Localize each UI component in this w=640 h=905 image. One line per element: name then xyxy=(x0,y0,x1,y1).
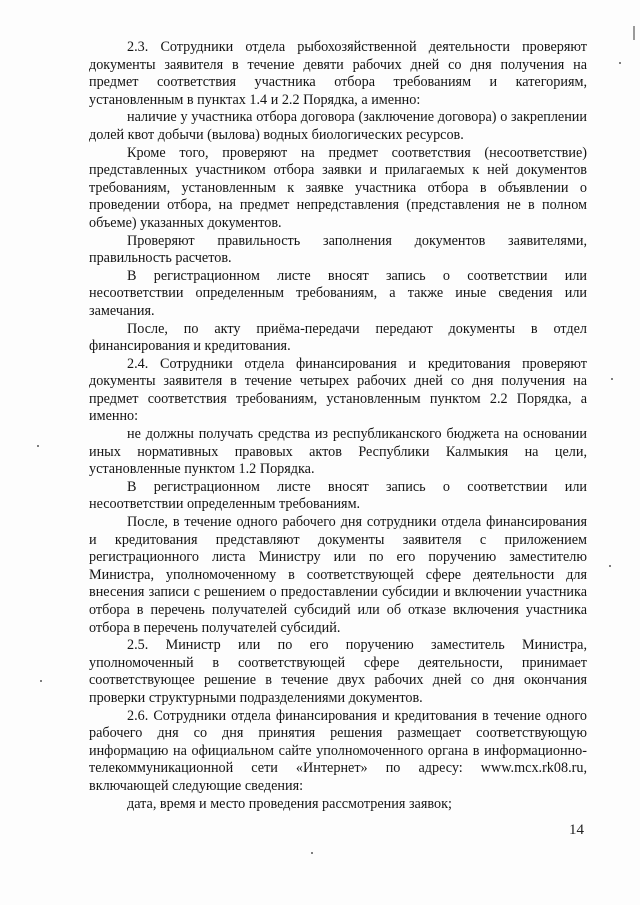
scan-speck xyxy=(619,62,621,64)
paragraph-registration-note-1: В регистрационном листе вносят запись о соответствии или несоответствии определенным требованиям, а также иные сведения или замечания. xyxy=(89,267,587,319)
paragraph-transfer-act: После, по акту приёма-передачи передают документы в отдел финансирования и кредитования. xyxy=(89,320,587,355)
paragraph-2-6: 2.6. Сотрудники отдела финансирования и кредитования в течение одного рабочего дня со дня принятия решения размещает соответствующую информацию на официальном сайте уполномоченного органа в информационно-телекоммуникационной сети «Интернет» по адресу: www.mcx.rk08.ru, включающей следующие сведения: xyxy=(89,707,587,794)
paragraph-list-item-date: дата, время и место проведения рассмотрения заявок; xyxy=(127,795,452,812)
scan-speck xyxy=(311,852,313,854)
scan-speck xyxy=(40,680,42,682)
paragraph-additional-check: Кроме того, проверяют на предмет соответствия (несоответствие) представленных участником отбора заявки и прилагаемых к ней документов требованиям, установленным к заявке участника отбора в объявлении о проведении отбора, на предмет непредставления (представления не в полном объеме) указанных документов. xyxy=(89,144,587,231)
scan-speck xyxy=(611,378,613,380)
scan-speck xyxy=(609,565,611,567)
paragraph-registration-note-2: В регистрационном листе вносят запись о соответствии или несоответствии определенным требованиям. xyxy=(89,478,587,513)
scan-speck xyxy=(37,445,39,447)
paragraph-requirement-budget: не должны получать средства из республиканского бюджета на основании иных нормативных правовых актов Республики Калмыкия на цели, установленные пунктом 1.2 Порядка. xyxy=(89,426,587,478)
paragraph-2-4: 2.4. Сотрудники отдела финансирования и кредитования проверяют документы заявителя в течение четырех рабочих дней со дня получения на предмет соответствия требованиям, установленным пунктом 2.2 Порядка, а именно: xyxy=(89,355,587,425)
paragraph-2-3: 2.3. Сотрудники отдела рыбохозяйственной деятельности проверяют документы заявителя в течение девяти рабочих дней со дня получения на предмет соответствия участника отбора требованиям и категориям, установленным в пунктах 1.4 и 2.2 Порядка, а именно: xyxy=(89,39,587,108)
paragraph-submission-minister: После, в течение одного рабочего дня сотрудники отдела финансирования и кредитования представляют документы заявителя с приложением регистрационного листа Министру или по его поручению заместителю Министра, уполномоченному в соответствующей сфере деятельности для внесения записи с решением о предоставлении субсидии и включении участника отбора в перечень получателей субсидий или об отказе включения участника отбора в перечень получателей субсидий. xyxy=(89,514,587,636)
paragraph-requirement-quota: наличие у участника отбора договора (заключение договора) о закреплении долей квот добычи (вылова) водных биологических ресурсов. xyxy=(89,109,587,143)
paragraph-2-5: 2.5. Министр или по его поручению заместитель Министра, уполномоченный в соответствующей сфере деятельности, принимает соответствующее решение в течение двух рабочих дней со дня окончания проверки структурными подразделениями документов. xyxy=(89,637,587,706)
page-number: 14 xyxy=(569,822,584,838)
scan-edge-mark xyxy=(633,26,635,40)
document-body xyxy=(89,39,587,813)
paragraph-check-correctness: Проверяют правильность заполнения документов заявителями, правильность расчетов. xyxy=(89,232,587,267)
